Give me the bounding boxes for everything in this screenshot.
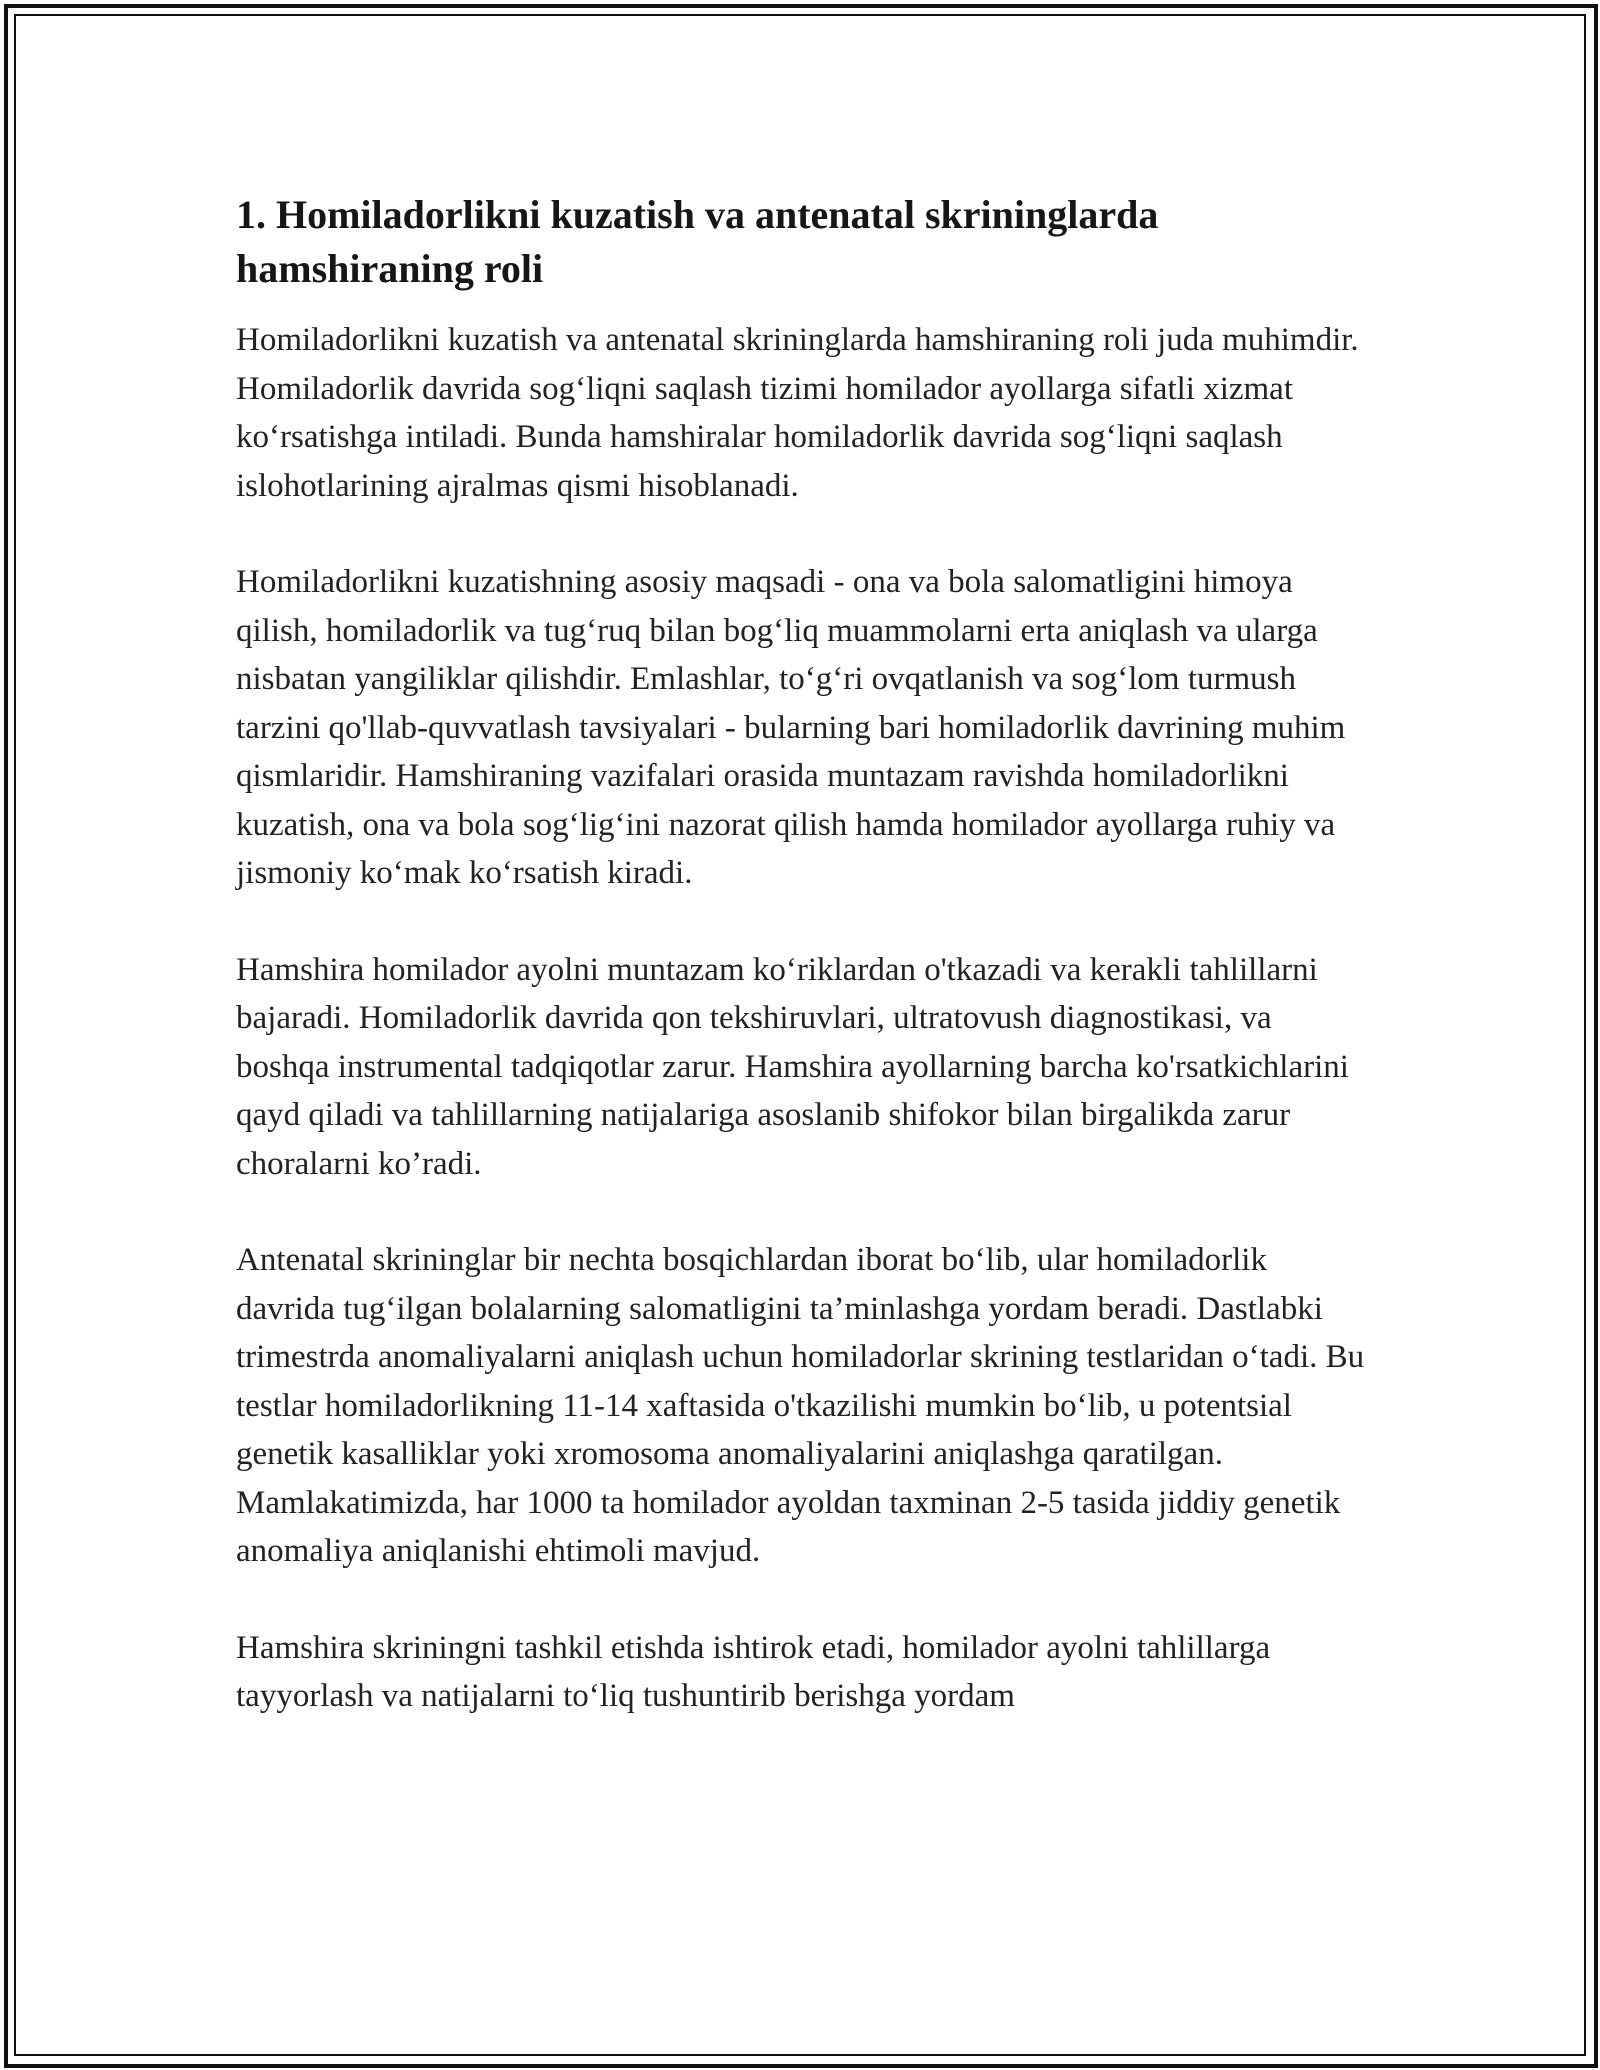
paragraph-5: Hamshira skriningni tashkil etishda ishtirok etadi, homilador ayolni tahlillarga tayyorlash va natijalarni to‘liq tushuntirib berishga yordam (236, 1629, 1271, 1714)
paragraph-2: Homiladorlikni kuzatishning asosiy maqsadi - ona va bola salomatligini himoya qilish, homiladorlik va tug‘ruq bilan bog‘liq muammolarni erta aniqlash va ularga nisbatan yangiliklar qilishdir. Emlashlar, to‘g‘ri ovqatlanish va sog‘lom turmush tarzini qo'llab-quvvatlash tavsiyalari - bularning bari homiladorlik davrining muhim qismlaridir. Hamshiraning vazifalari orasida muntazam ravishda homiladorlikni kuzatish, ona va bola sog‘lig‘ini nazorat qilish hamda homilador ayollarga ruhiy va jismoniy ko‘mak ko‘rsatish kiradi. (236, 564, 1346, 891)
paragraph-4: Antenatal skrininglar bir nechta bosqichlardan iborat bo‘lib, ular homiladorlik davrida tug‘ilgan bolalarning salomatligini ta’minlashga yordam beradi. Dastlabki trimestrda anomaliyalarni aniqlash uchun homiladorlar skrining testlaridan o‘tadi. Bu testlar homiladorlikning 11-14 xaftasida o'tkazilishi mumkin bo‘lib, u potentsial genetik kasalliklar yoki xromosoma anomaliyalarini aniqlashga qaratilgan. Mamlakatimizda, har 1000 ta homilador ayoldan taxminan 2-5 tasida jiddiy genetik anomaliya aniqlanishi ehtimoli mavjud. (236, 1242, 1365, 1569)
document-body (236, 188, 1366, 1769)
section-heading: 1. Homiladorlikni kuzatish va antenatal skrininglarda hamshiraning roli (236, 192, 1159, 291)
paragraph-3: Hamshira homilador ayolni muntazam ko‘riklardan o'tkazadi va kerakli tahlillarni bajaradi. Homiladorlik davrida qon tekshiruvlari, ultratovush diagnostikasi, va boshqa instrumental tadqiqotlar zarur. Hamshira ayollarning barcha ko'rsatkichlarini qayd qiladi va tahlillarning natijalariga asoslanib shifokor bilan birgalikda zarur choralarni ko’radi. (236, 951, 1349, 1182)
paragraph-1: Homiladorlikni kuzatish va antenatal skrininglarda hamshiraning roli juda muhimdir. Homiladorlik davrida sog‘liqni saqlash tizimi homilador ayollarga sifatli xizmat ko‘rsatishga intiladi. Bunda hamshiralar homiladorlik davrida sog‘liqni saqlash islohotlarining ajralmas qismi hisoblanadi. (236, 322, 1359, 504)
